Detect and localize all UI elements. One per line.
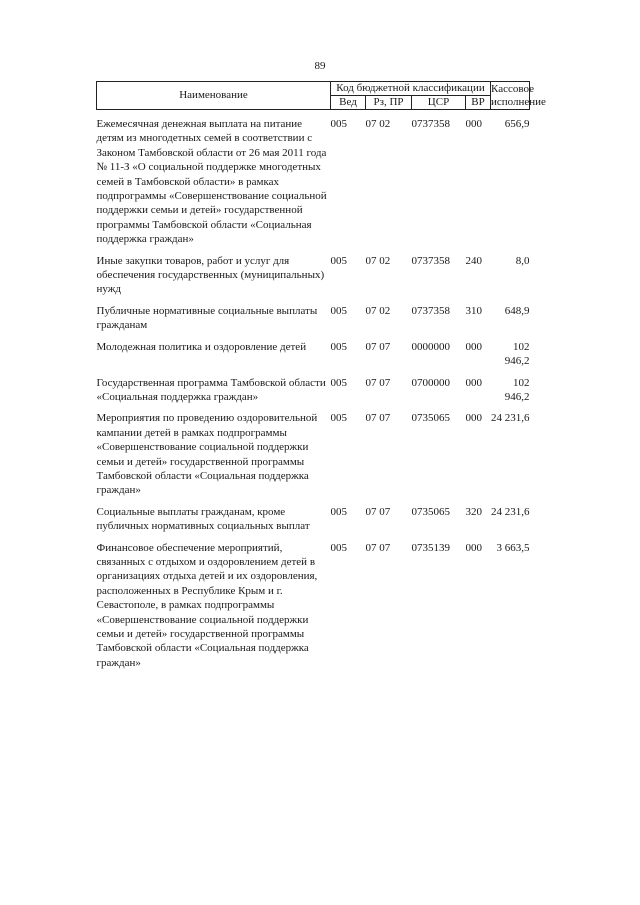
row-vr: 320	[465, 505, 482, 518]
row-rz-pr: 07 07	[365, 340, 391, 353]
row-csr: 0735065	[411, 505, 450, 518]
row-ved: 005	[330, 118, 347, 130]
row-name: Государственная программа Тамбовской области «Социальная поддержка граждан»	[96, 376, 326, 403]
row-ved: 005	[330, 340, 347, 353]
row-amount: 102 946,2	[504, 340, 530, 368]
row-rz-pr: 07 07	[365, 412, 391, 425]
header-code-group: Код бюджетной классификации	[331, 82, 491, 96]
row-name: Ежемесячная денежная выплата на питание детям из многодетных семей в соответствии с Законом Тамбовской области от 26 мая 2011 года № 11-З «О социальной поддержке многодетных семей в Тамбовской области» в рамках подпрограммы «Совершенствование социальной поддержки семьи и детей» государственной программы Тамбовской области «Социальная поддержка граждан»	[96, 118, 327, 246]
table-row	[97, 340, 530, 369]
row-rz-pr: 07 07	[365, 376, 391, 389]
row-amount: 102 946,2	[504, 376, 530, 403]
row-name: Финансовое обеспечение мероприятий, связанных с отдыхом и оздоровлением детей в организациях отдыха детей и их оздоровления, расположенных в Республике Крым и г. Севастополе, в рамках подпрограммы «Совершенствование социальной поддержки семьи и детей» государственной программы Тамбовской области «Социальная поддержка граждан»	[96, 541, 318, 669]
row-rz-pr: 07 07	[365, 541, 391, 554]
row-csr: 0000000	[411, 340, 450, 353]
table-row	[97, 117, 530, 247]
row-csr: 0700000	[411, 376, 450, 389]
row-amount: 8,0	[515, 254, 530, 267]
row-name: Публичные нормативные социальные выплаты гражданам	[96, 304, 318, 332]
row-csr: 0735065	[411, 412, 450, 425]
row-vr: 240	[465, 254, 482, 267]
row-name: Молодежная политика и оздоровление детей	[96, 340, 307, 353]
table-row	[97, 411, 530, 497]
row-amount: 656,9	[504, 118, 530, 130]
table-row	[97, 304, 530, 333]
row-ved: 005	[330, 412, 347, 425]
table-row	[97, 541, 530, 671]
row-vr: 000	[465, 541, 482, 554]
row-vr: 000	[465, 118, 482, 130]
row-vr: 000	[465, 340, 482, 353]
row-csr: 0737358	[411, 254, 450, 267]
row-csr: 0737358	[411, 118, 450, 130]
row-vr: 000	[465, 376, 482, 389]
table-row	[97, 254, 530, 297]
row-rz-pr: 07 02	[365, 254, 391, 267]
row-ved: 005	[330, 541, 347, 554]
row-rz-pr: 07 07	[365, 505, 391, 518]
row-ved: 005	[330, 505, 347, 518]
row-amount: 648,9	[504, 304, 530, 317]
row-name: Мероприятия по проведению оздоровительной кампании детей в рамках подпрограммы «Совершенствование социальной поддержки семьи и детей» государственной программы Тамбовской области «Социальная поддержка граждан»	[96, 412, 318, 497]
header-rz-pr: Рз, ПР	[366, 96, 412, 110]
page-number: 89	[314, 60, 326, 72]
row-amount: 24 231,6	[491, 505, 530, 518]
row-name: Иные закупки товаров, работ и услуг для обеспечения государственных (муниципальных) нужд	[96, 254, 325, 296]
budget-table	[96, 81, 546, 670]
row-csr: 0735139	[411, 541, 450, 554]
row-name: Социальные выплаты гражданам, кроме публичных нормативных социальных выплат	[96, 505, 310, 533]
row-rz-pr: 07 02	[365, 304, 391, 317]
header-vr: ВР	[466, 96, 491, 110]
row-ved: 005	[330, 254, 347, 267]
row-amount: 3 663,5	[496, 541, 530, 554]
row-ved: 005	[330, 304, 347, 317]
row-vr: 310	[465, 304, 482, 317]
row-csr: 0737358	[411, 304, 450, 317]
header-ved: Вед	[331, 96, 366, 110]
row-ved: 005	[330, 376, 347, 389]
header-name: Наименование	[97, 82, 331, 110]
header-csr: ЦСР	[412, 96, 466, 110]
header-amount: Кассовое исполнение	[491, 82, 546, 108]
table-row	[97, 505, 530, 534]
row-amount: 24 231,6	[491, 412, 530, 425]
row-vr: 000	[465, 412, 482, 425]
table-row	[97, 376, 530, 405]
row-rz-pr: 07 02	[365, 118, 391, 130]
